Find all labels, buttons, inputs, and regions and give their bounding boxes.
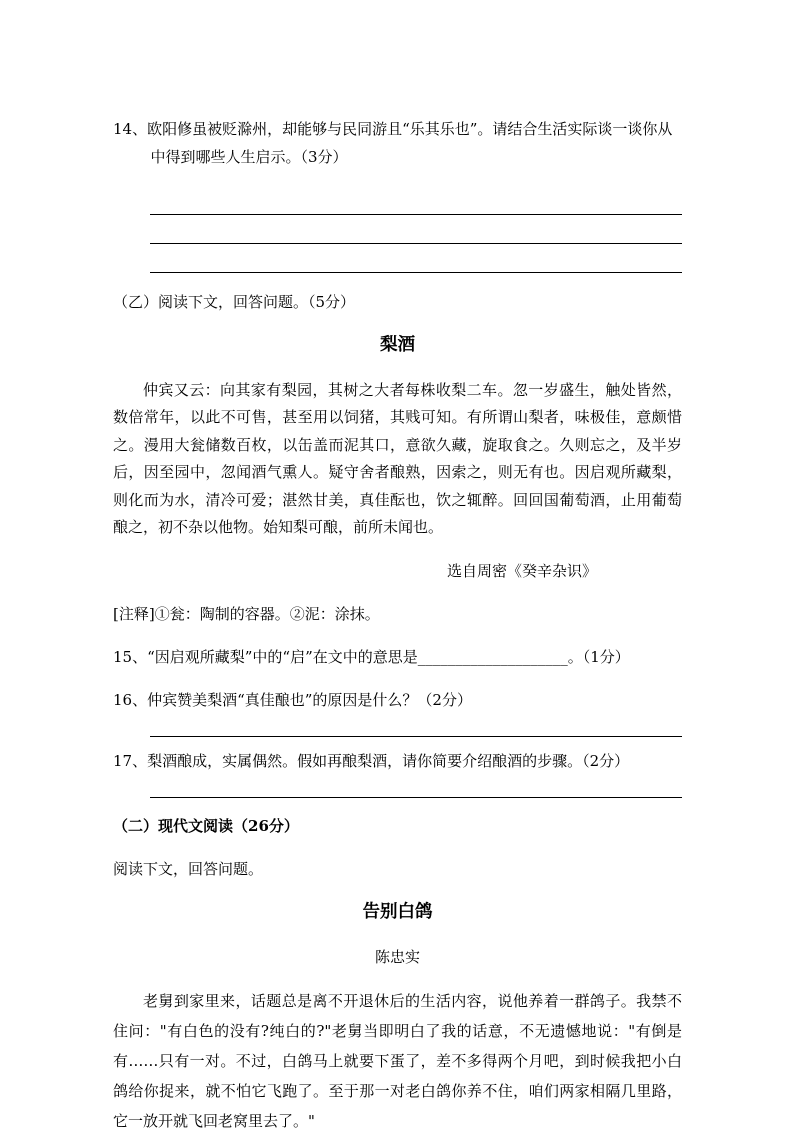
passage-source: 选自周密《癸辛杂识》 <box>446 561 597 580</box>
answer-rule <box>150 736 682 737</box>
passage-title: 梨酒 <box>379 335 416 355</box>
question-16: 16、仲宾赞美梨酒“真佳酿也”的原因是什么？（2分） <box>113 690 472 709</box>
question-15: 15、“因启观所藏梨”中的“启”在文中的意思是____________________。（1分） <box>113 647 630 666</box>
question-14-answer-area <box>150 186 682 273</box>
answer-rule <box>150 797 682 798</box>
section-two-intro: 阅读下文，回答问题。 <box>113 859 264 878</box>
answer-line <box>150 244 682 273</box>
passage-body: 仲宾又云：向其家有梨园，其树之大者每株收梨二车。忽一岁盛生，触处皆然，数倍常年，以此不可售，甚至用以饲猪，其贱可知。有所谓山梨者，味极佳，意颇惜之。漫用大瓮储数百枚，以缶盖而泥其口，意欲久藏，旋取食之。久则忘之，及半岁后，因至园中，忽闻酒气熏人。疑守舍者酿熟，因索之，则无有也。因启观所藏梨，则化而为水，清冷可爱；湛然甘美，真佳酝也，饮之辄醉。回回国葡萄酒，止用葡萄酿之，初不杂以他物。始知梨可酿，前所未闻也。 <box>113 380 682 537</box>
question-14: 14、欧阳修虽被贬滁州，却能够与民同游且“乐其乐也”。请结合生活实际谈一谈你从中得到哪些人生启示。（3分） <box>113 120 673 166</box>
passage-notes: [注释]①瓮：陶制的容器。②泥：涂抹。 <box>113 604 380 623</box>
essay-paragraph: 老舅到家里来，话题总是离不开退休后的生活内容，说他养着一群鸽子。我禁不住问："有白色的没有?纯白的?"老舅当即明白了我的话意，不无遗憾地说："有倒是有……只有一对。不过，白鸽马上就要下蛋了，差不多得两个月吧，到时候我把小白鸽给你捉来，就不怕它飞跑了。至于那一对老白鸽你养不住，咱们两家相隔几里路，它一放开就飞回老窝里去了。" <box>113 992 682 1131</box>
answer-line <box>150 186 682 215</box>
section-yi-intro: （乙）阅读下文，回答问题。（5分） <box>113 293 356 311</box>
question-17: 17、梨酒酿成，实属偶然。假如再酿梨酒，请你简要介绍酿酒的步骤。（2分） <box>113 751 630 770</box>
essay-author: 陈忠实 <box>374 948 420 967</box>
answer-line <box>150 215 682 244</box>
essay-title: 告别白鸽 <box>362 901 433 922</box>
section-two-heading: （二）现代文阅读（26分） <box>113 816 299 835</box>
